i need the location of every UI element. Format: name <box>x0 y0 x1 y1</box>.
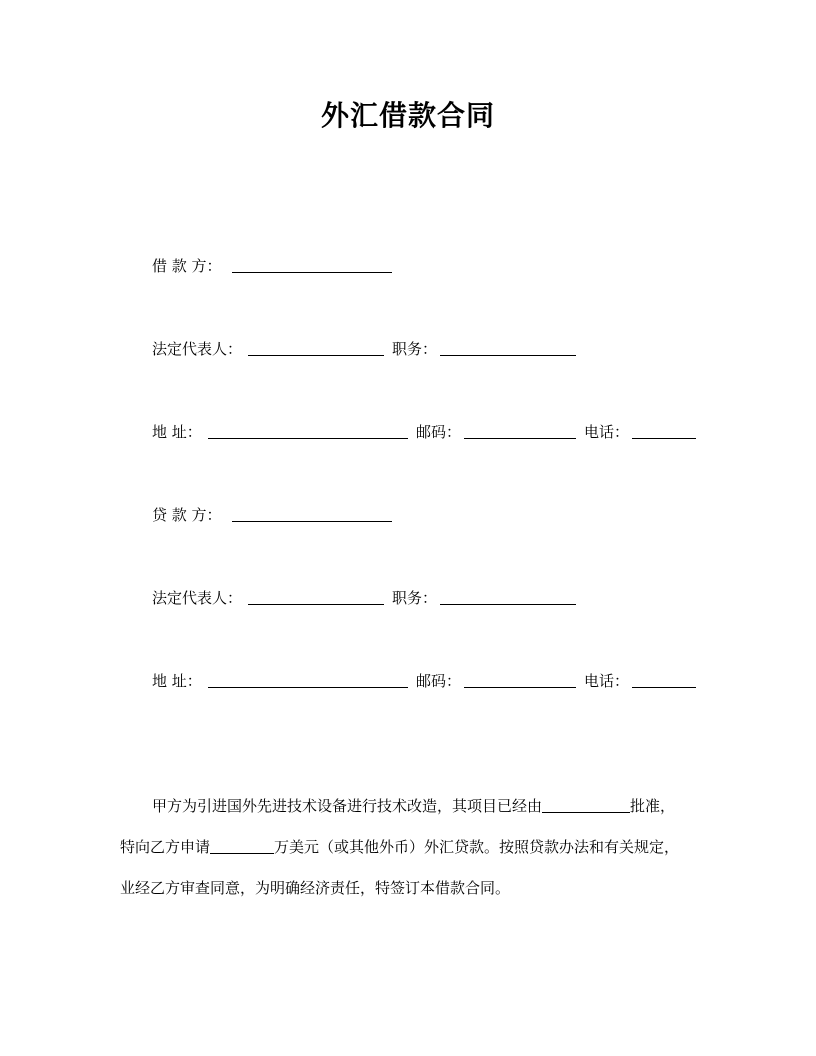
lender-phone-label: 电话： <box>584 672 630 690</box>
preamble-line1-text-a: 甲方为引进国外先进技术设备进行技术改造，其项目已经由 <box>152 797 543 815</box>
borrower-position-field[interactable] <box>440 355 576 356</box>
lender-rep-field[interactable] <box>248 604 384 605</box>
borrower-postcode-field[interactable] <box>464 438 576 439</box>
borrower-address-label: 地 址： <box>152 423 202 441</box>
borrower-position-label: 职务： <box>392 340 438 358</box>
borrower-name-field[interactable] <box>232 272 392 273</box>
document-title: 外汇借款合同 <box>320 99 495 132</box>
borrower-postcode-label: 邮码： <box>416 423 462 441</box>
lender-name-field[interactable] <box>232 521 392 522</box>
lender-postcode-field[interactable] <box>464 687 576 688</box>
lender-party-label: 贷 款 方： <box>152 506 222 524</box>
borrower-rep-field[interactable] <box>248 355 384 356</box>
preamble-line3-text: 业经乙方审查同意，为明确经济责任，特签订本借款合同。 <box>120 879 511 897</box>
preamble-line-2 <box>120 836 696 858</box>
lender-postcode-label: 邮码： <box>416 672 462 690</box>
borrower-phone-label: 电话： <box>584 423 630 441</box>
borrower-phone-field[interactable] <box>632 438 696 439</box>
preamble-line1-text-b: 批准， <box>630 797 676 815</box>
preamble-line2-text-b: 万美元（或其他外币）外汇贷款。按照贷款办法和有关规定， <box>274 838 680 856</box>
preamble-line2-text-a: 特向乙方申请 <box>120 838 211 856</box>
borrower-party-label: 借 款 方： <box>152 257 222 275</box>
borrower-address-field[interactable] <box>208 438 408 439</box>
lender-address-label: 地 址： <box>152 672 202 690</box>
lender-address-field[interactable] <box>208 687 408 688</box>
lender-position-field[interactable] <box>440 604 576 605</box>
loan-amount-field[interactable] <box>210 836 274 854</box>
preamble-line-3 <box>120 877 696 899</box>
lender-rep-label: 法定代表人： <box>152 589 243 607</box>
approval-authority-field[interactable] <box>542 795 630 813</box>
lender-phone-field[interactable] <box>632 687 696 688</box>
borrower-rep-label: 法定代表人： <box>152 340 243 358</box>
lender-position-label: 职务： <box>392 589 438 607</box>
preamble-line-1 <box>120 795 696 817</box>
